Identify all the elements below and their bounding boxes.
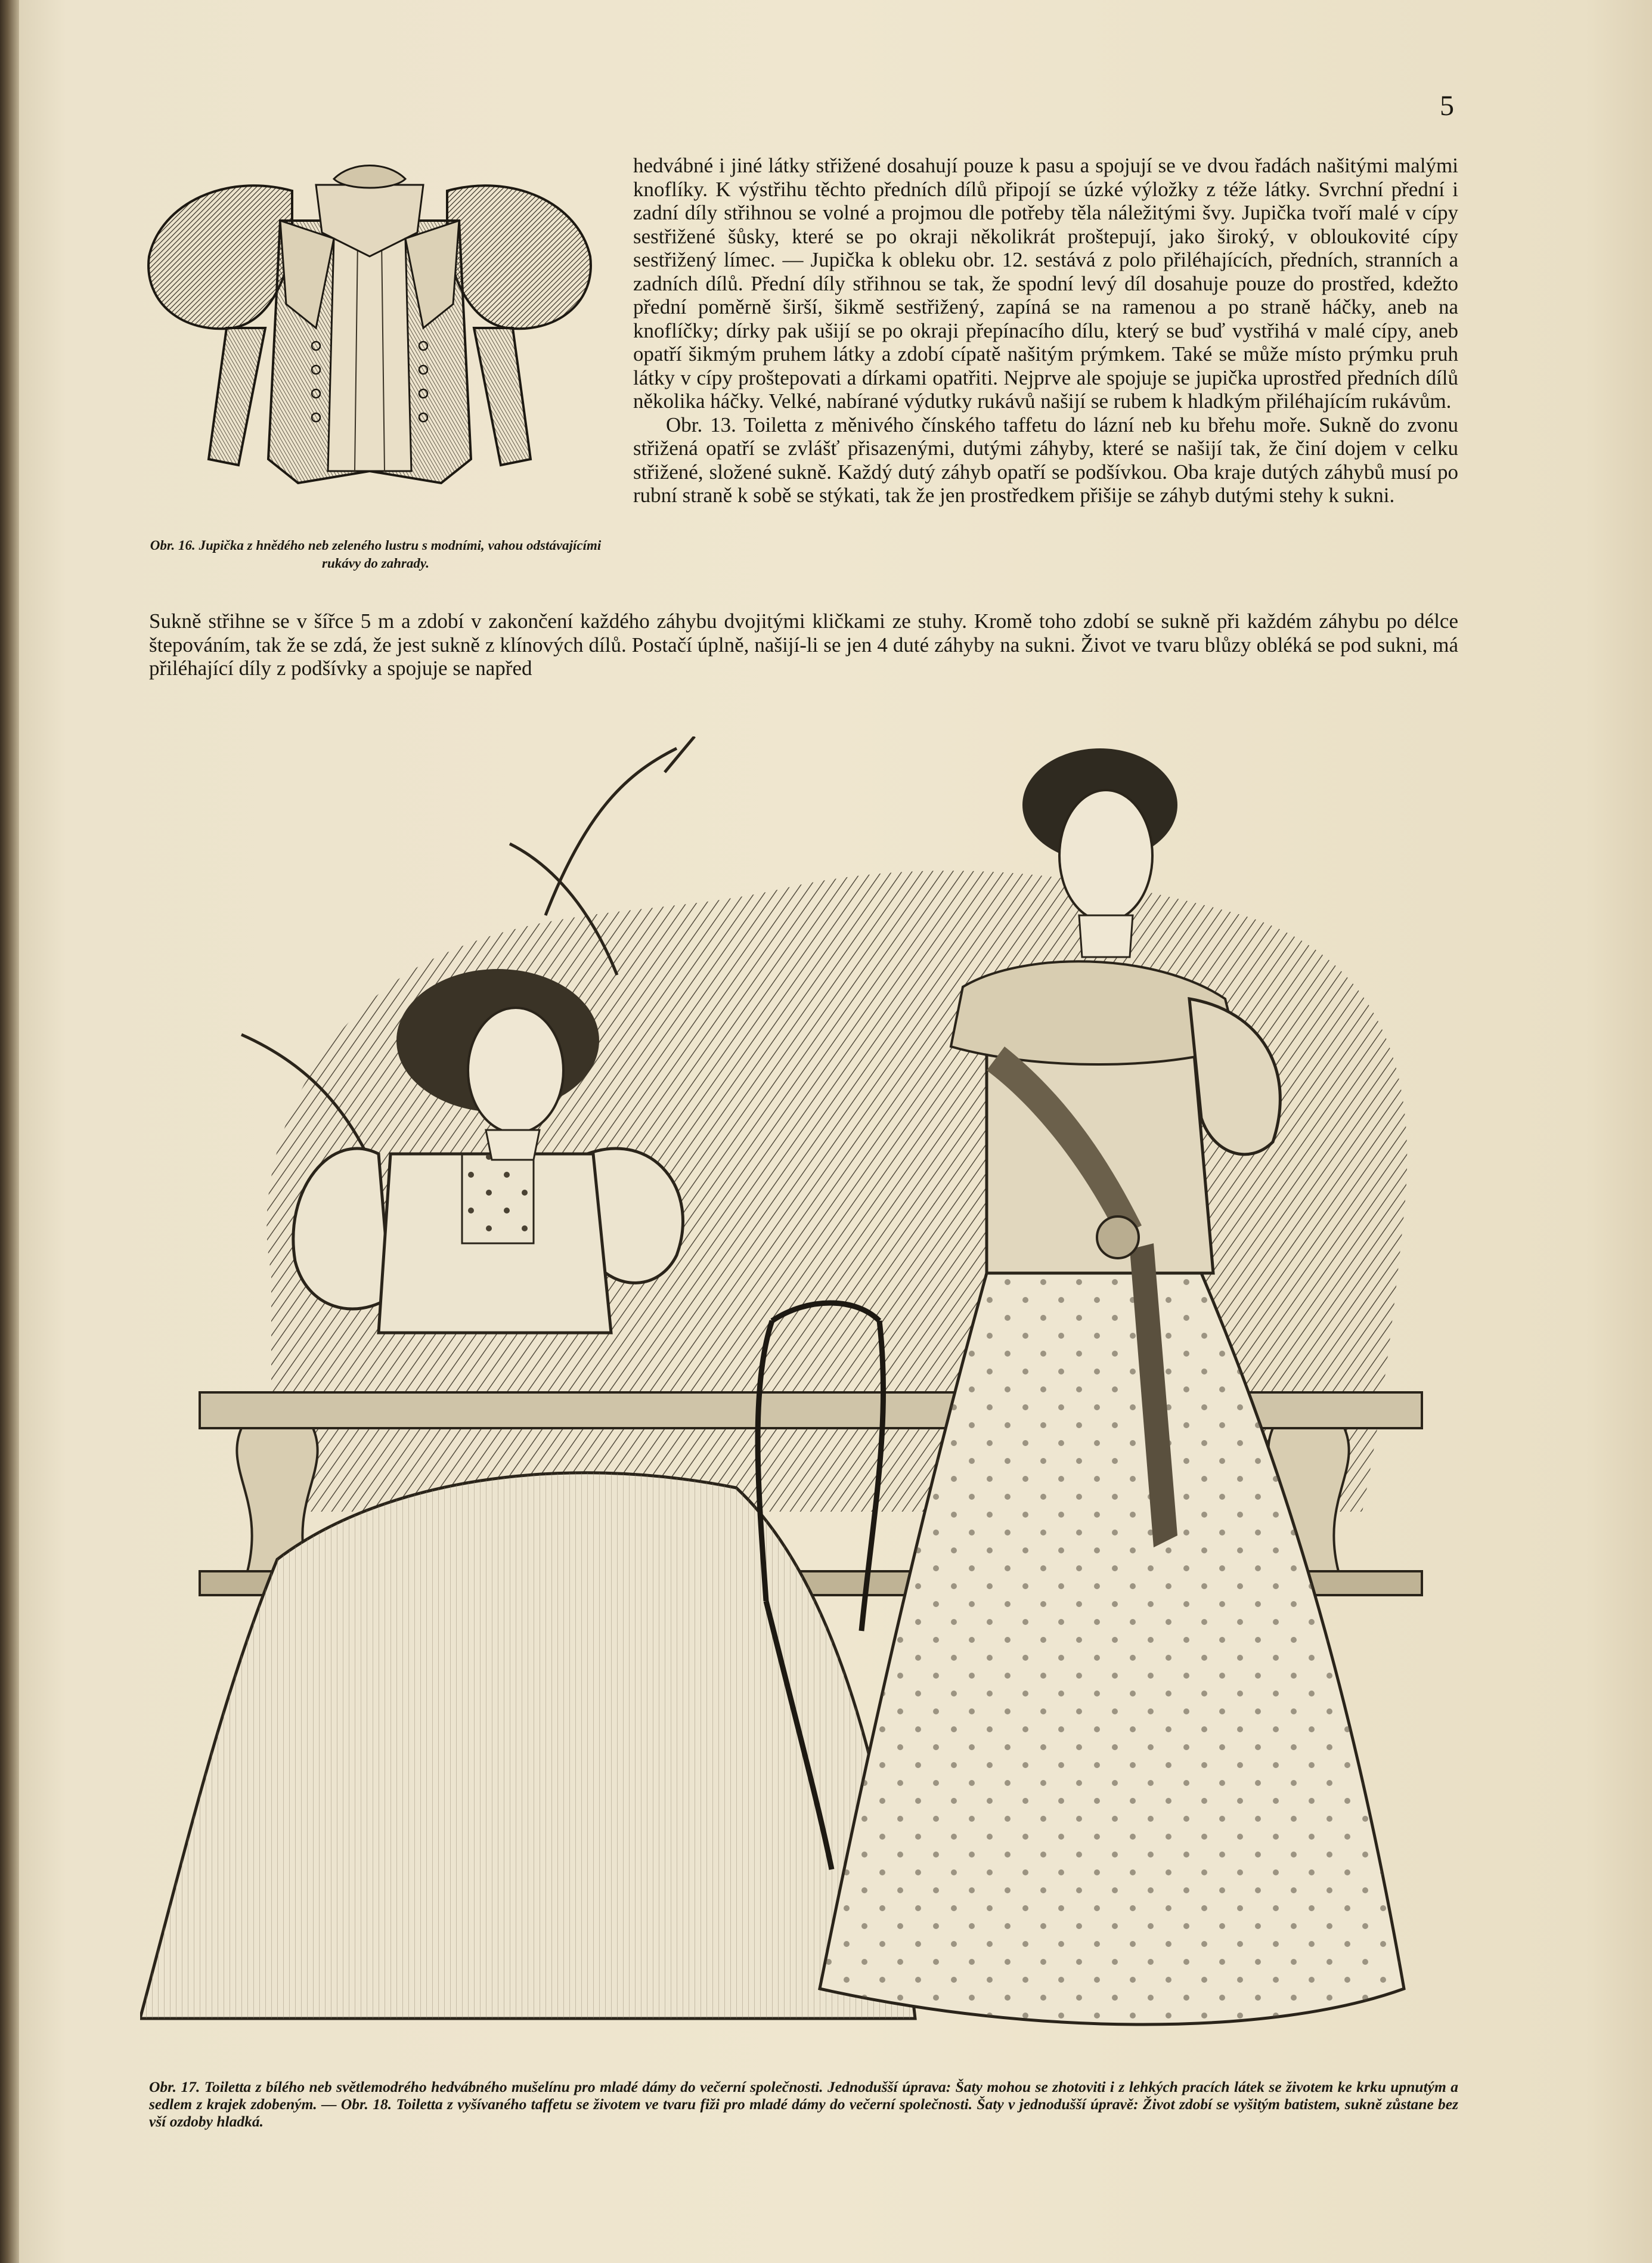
paragraph: Sukně střihne se v šířce 5 m a zdobí v zakončení každého záhybu dvojitými kličkami ze stuhy. Kromě toho zdobí se sukně při každém záhybu po délce štepováním, tak že se zdá, že jest sukně z klínových dílů. Postačí úplně, našijí-li se jen 4 duté záhyby na sukni. Život ve tvaru blůzy obléká se pod sukni, má přiléhající díly z podšívky a spojuje se napřed — [149, 609, 1458, 680]
paragraph: hedvábné i jiné látky střižené dosahují pouze k pasu a spojují se ve dvou řadách našitými malými knoflíky. K výstřihu těchto předních dílů připojí se úzké výložky z téže látky. Svrchní přední i zadní díly střihnou se volné a projmou dle potřeby těla náležitými švy. Jupička tvoří malé v cípy sestřižené šůsky, které se po okraji několikrát proštepují, jako široký, v obloukovité cípy sestřižený límec. — Jupička k obleku obr. 12. sestává z polo přiléhajících, předních, stranních a zadních dílů. Přední díly střihnou se tak, že spodní levý díl dosahuje pouze do prostřed, kdežto přední poměrně širší, šikmě sestřižený, zapíná se na ramenou a po straně háčky, aneb na knoflíčky; dírky pak ušijí se po okraji přepínacího dílu, který se buď vystřihá v malé cípy, aneb opatří šikmým pruhem látky a zdobí cípatě našitým prýmkem. Také se může místo prýmku pruh látky v cípy proštepovati a dírkami opatřiti. Nejprve ale spojuje se jupička uprostřed předních dílů několika háčky. Velké, nabírané výdutky rukávů našijí se rubem k hladkým přiléhajícím rukávům. — [633, 154, 1458, 413]
two-ladies-illustration — [140, 736, 1476, 2069]
full-width-text — [149, 609, 1458, 680]
page-number: 5 — [1440, 90, 1454, 122]
jacket-illustration — [137, 149, 602, 513]
paragraph: Obr. 13. Toiletta z měnivého čínského taffetu do lázní neb ku břehu moře. Sukně do zvonu střižená opatří se zvlášť přisazenými, dutými záhyby, které se našijí tak, že činí dojem v celku střižené, složené sukně. Každý dutý záhyb opatří se podšívkou. Oba kraje dutých záhybů musí po rubní straně k sobě se stýkati, tak že jen prostředkem přišije se záhyb dutými stehy k sukni. — [633, 413, 1458, 507]
binding-shadow — [0, 0, 19, 2263]
right-column-text — [633, 154, 1458, 507]
figure-17-18-caption: Obr. 17. Toiletta z bílého neb světlemodrého hedvábného mušelínu pro mladé dámy do večerní společnosti. Jednodušší úprava: Šaty mohou se zhotoviti i z lehkých pracích látek se životem ke krku upnutým a sedlem z krajek zdobeným. — Obr. 18. Toiletta z vyšívaného taffetu se životem ve tvaru fiži pro mladé dámy do večerní společnosti. Šaty v jednodušší úpravě: Život zdobí se vyšitým batistem, sukně zůstane bez vší ozdoby hladká. — [149, 2078, 1458, 2130]
figure-16-caption: Obr. 16. Jupička z hnědého neb zeleného lustru s modními, vahou odstávajícími rukávy do zahrady. — [150, 538, 602, 571]
